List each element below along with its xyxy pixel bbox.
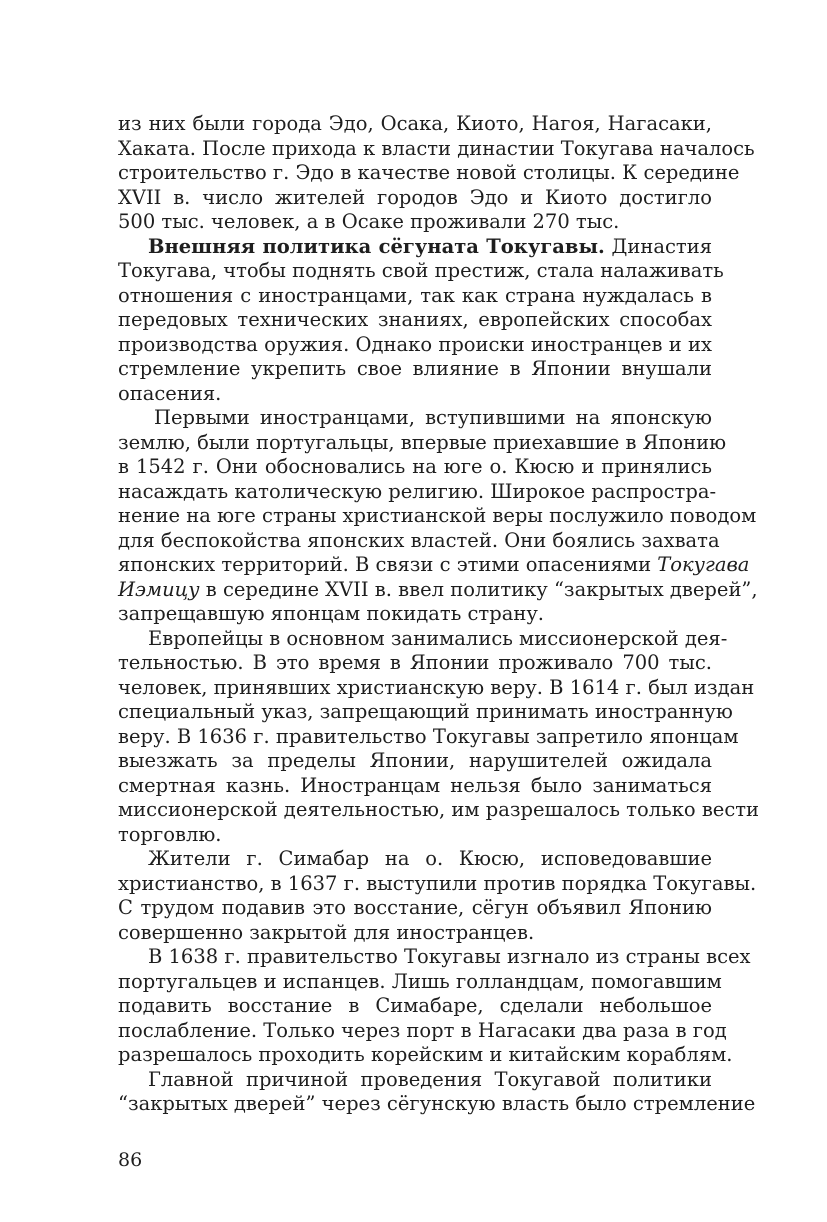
text-line: Европейцы в основном занимались миссионерской дея- bbox=[148, 626, 728, 650]
paragraph-1 bbox=[118, 112, 755, 235]
text-line: Первыми иностранцами, вступившими на японскую bbox=[154, 406, 712, 429]
text-line: 500 тыс. человек, а в Осаке проживали 270 тыс. bbox=[118, 210, 620, 233]
text-line bbox=[118, 553, 750, 578]
text-line: производства оружия. Однако происки иностранцев и их bbox=[118, 332, 712, 356]
paragraph-3 bbox=[118, 406, 758, 627]
text-line: землю, были португальцы, впервые приехавшие в Японию bbox=[118, 430, 727, 454]
text-line: опасения. bbox=[118, 381, 222, 405]
text-line: Токугава, чтобы поднять свой престиж, стала налаживать bbox=[118, 259, 724, 282]
paragraph-2 bbox=[118, 234, 724, 407]
page-number: 86 bbox=[118, 1149, 143, 1171]
text-line: запрещавшую японцам покидать страну. bbox=[118, 602, 545, 625]
text-fragment: в середине XVII в. ввел политику “закрытых дверей”, bbox=[199, 577, 758, 601]
text-line: из них были города Эдо, Осака, Киото, Нагоя, Нагасаки, bbox=[118, 112, 712, 135]
text-fragment: Династия bbox=[604, 234, 712, 258]
text-line: человек, принявших христианскую веру. В 1614 г. был издан bbox=[118, 675, 755, 699]
text-line: выезжать за пределы Японии, нарушителей ожидала bbox=[118, 749, 712, 772]
text-line: совершенно закрытой для иностранцев. bbox=[118, 920, 535, 944]
text-line: торговлю. bbox=[118, 822, 222, 846]
text-line bbox=[118, 235, 712, 260]
text-line: смертная казнь. Иностранцам нельзя было заниматься bbox=[118, 773, 712, 797]
text-line: нение на юге страны христианской веры послужило поводом bbox=[118, 504, 757, 527]
text-line: миссионерской деятельностью, им разрешалось только вести bbox=[118, 798, 760, 821]
paragraph-6 bbox=[118, 945, 751, 1068]
text-line: строительство г. Эдо в качестве новой столицы. К середине bbox=[118, 161, 740, 184]
text-line bbox=[118, 577, 758, 603]
section-heading: Внешняя политика сёгуната Токугавы. bbox=[148, 234, 605, 258]
paragraph-5 bbox=[118, 847, 757, 945]
text-line: насаждать католическую религию. Широкое распростра- bbox=[118, 479, 717, 503]
text-line: Хаката. После прихода к власти династии Токугава началось bbox=[118, 136, 755, 160]
paragraph-7 bbox=[118, 1067, 756, 1117]
text-line: веру. В 1636 г. правительство Токугавы запретило японцам bbox=[118, 724, 739, 748]
text-line: португальцев и испанцев. Лишь голландцам, помогавшим bbox=[118, 969, 722, 993]
page-body bbox=[118, 112, 760, 1117]
text-line: в 1542 г. Они обосновались на юге о. Кюсю и принялись bbox=[118, 455, 712, 478]
text-line: В 1638 г. правительство Токугавы изгнало из страны всех bbox=[148, 945, 751, 968]
text-line: С трудом подавив это восстание, сёгун объявил Японию bbox=[118, 896, 712, 919]
text-line: Жители г. Симабар на о. Кюсю, исповедовавшие bbox=[148, 847, 712, 870]
text-line: тельностью. В это время в Японии проживало 700 тыс. bbox=[118, 651, 712, 674]
text-fragment: японских территорий. В связи с этими опасениями bbox=[118, 553, 658, 576]
text-line: XVII в. число жителей городов Эдо и Киото достигло bbox=[118, 185, 712, 209]
paragraph-4 bbox=[118, 626, 760, 848]
text-line: “закрытых дверей” через сёгунскую власть было стремление bbox=[118, 1092, 756, 1115]
text-line: для беспокойства японских властей. Они боялись захвата bbox=[118, 528, 720, 552]
text-line: разрешалось проходить корейским и китайским кораблям. bbox=[118, 1043, 733, 1066]
text-line: Главной причиной проведения Токугавой политики bbox=[148, 1067, 712, 1091]
text-line: подавить восстание в Симабаре, сделали небольшое bbox=[118, 994, 712, 1017]
text-line: христианство, в 1637 г. выступили против порядка Токугавы. bbox=[118, 871, 757, 895]
text-line: передовых технических знаниях, европейских способах bbox=[118, 308, 712, 331]
text-line: послабление. Только через порт в Нагасаки два раза в год bbox=[118, 1018, 727, 1042]
person-name: Токугава bbox=[657, 553, 750, 576]
person-name: Иэмицу bbox=[118, 577, 200, 601]
text-line: отношения с иностранцами, так как страна нуждалась в bbox=[118, 283, 712, 307]
text-line: стремление укрепить свое влияние в Японии внушали bbox=[118, 357, 712, 380]
text-line: специальный указ, запрещающий принимать иностранную bbox=[118, 700, 733, 723]
